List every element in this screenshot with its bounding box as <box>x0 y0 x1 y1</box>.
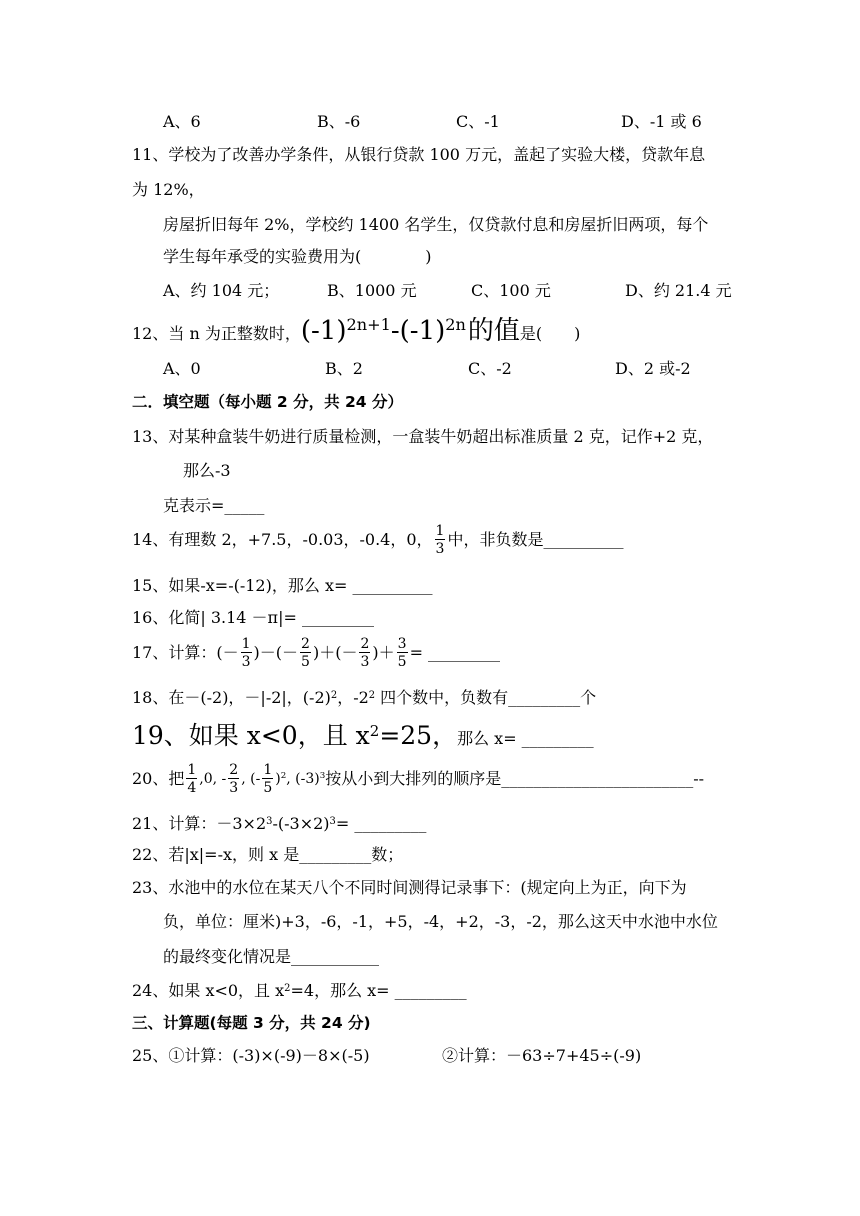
q20-f3-den: 5 <box>263 780 273 796</box>
q20-sup3: 2 <box>280 771 287 782</box>
q12-tail: 的值 <box>467 316 520 346</box>
q21-text1: 21、计算：－3×2 <box>132 814 267 833</box>
q16: 16、化简| 3.14 －π|= _________ <box>132 608 374 627</box>
q20-f1-den: 4 <box>187 780 197 796</box>
q18-text3: 四个数中，负数有_________个 <box>375 688 597 707</box>
q19-big1: 19、如果 x<0，且 x <box>132 721 370 750</box>
q20-mid4: , (-3) <box>286 771 320 787</box>
q20-frac2 <box>228 763 239 795</box>
q20-power-group <box>275 772 325 786</box>
q17-t1b: )－(－ <box>253 643 299 662</box>
q17-f4-num: 3 <box>397 636 407 652</box>
q17-prefix: 17、计算： <box>132 643 217 662</box>
q25-part2: ②计算：－63÷7+45÷(-9) <box>442 1046 642 1065</box>
q11-option-a: A、约 104 元； <box>163 281 280 300</box>
q20-f2-den: 3 <box>229 780 239 796</box>
q11-option-b: B、1000 元 <box>327 281 417 300</box>
q14 <box>132 524 623 556</box>
q12-expression <box>300 315 520 346</box>
q20-f2-num: 2 <box>229 762 239 778</box>
q17-frac4 <box>397 637 408 669</box>
q17-f4-den: 5 <box>397 654 407 670</box>
section2-title: 二．填空题（每小题 2 分，共 24 分） <box>132 393 403 411</box>
q11-line1: 11、学校为了改善办学条件，从银行贷款 100 万元，盖起了实验大楼，贷款年息 <box>132 145 706 164</box>
q20 <box>132 763 704 795</box>
q12-option-d: D、2 或-2 <box>615 359 691 378</box>
q25-part1: 25、①计算：(-3)×(-9)－8×(-5) <box>132 1046 370 1065</box>
q17-frac1 <box>241 637 252 669</box>
q17-f2-num: 2 <box>301 636 310 652</box>
q20-prefix: 20、把 <box>132 769 185 788</box>
q22: 22、若|x|=-x，则 x 是_________数； <box>132 845 404 864</box>
q14-suffix: 中，非负数是__________ <box>447 530 624 549</box>
q21-text2: -(-3×2) <box>272 814 330 833</box>
q11-line3: 房屋折旧每年 2%，学校约 1400 名学生，仅贷款付息和房屋折旧两项，每个 <box>163 215 709 234</box>
q12-suffix: 是( ) <box>519 324 581 343</box>
q24 <box>132 983 467 999</box>
q12-minus: - <box>390 316 400 346</box>
q17-end: = _________ <box>409 643 501 662</box>
q17-frac2 <box>300 637 311 669</box>
q20-frac1 <box>186 763 197 795</box>
q19 <box>132 723 594 748</box>
q21-text3: = _________ <box>335 814 427 833</box>
q12-exp2: 2n <box>445 315 466 335</box>
q17 <box>132 637 500 669</box>
q15: 15、如果-x=-(-12)，那么 x= __________ <box>132 576 433 595</box>
q14-frac-num: 1 <box>435 523 445 539</box>
q17-f1-den: 3 <box>241 654 251 670</box>
q17-t1a: (－ <box>216 643 239 662</box>
q20-suffix: 按从小到大排列的顺序是________________________-- <box>325 769 705 788</box>
q17-f1-num: 1 <box>241 636 251 652</box>
q14-fraction <box>435 524 446 556</box>
q20-mid2: , (- <box>241 771 261 787</box>
q23-line1: 23、水池中的水位在某天八个不同时间测得记录事下：(规定向上为正，向下为 <box>132 878 687 897</box>
q12-exp1: 2n+1 <box>346 315 391 335</box>
q13-line2: 那么-3 <box>183 461 231 480</box>
q24-sup: 2 <box>284 982 291 994</box>
q17-f3-num: 2 <box>360 636 370 652</box>
q11-option-c: C、100 元 <box>471 281 551 300</box>
q20-sup4: 3 <box>319 771 326 782</box>
q18-text2: ，-2 <box>337 688 369 707</box>
q17-f2-den: 5 <box>301 654 310 670</box>
q18-text1: 18、在－(-2)，－|-2|，(-2) <box>132 688 331 707</box>
q17-t2b: )＋(－ <box>312 643 358 662</box>
q24-text2: =4，那么 x= _________ <box>290 981 467 1000</box>
q12-base1: (-1) <box>300 316 347 346</box>
q23-line3: 的最终变化情况是___________ <box>163 947 380 966</box>
q12-prefix: 12、当 n 为正整数时， <box>132 324 301 343</box>
q13-line3: 克表示=_____ <box>163 496 265 515</box>
q14-frac-den: 3 <box>435 541 445 557</box>
q19-small: 那么 x= _________ <box>457 729 594 748</box>
q19-sup: 2 <box>369 721 380 740</box>
q21 <box>132 816 426 832</box>
q17-t3b: )＋ <box>372 643 395 662</box>
q12-option-c: C、-2 <box>468 359 512 378</box>
q18 <box>132 690 596 706</box>
q14-prefix: 14、有理数 2，+7.5，-0.03，-0.4，0， <box>132 530 433 549</box>
section3-title: 三、计算题(每题 3 分，共 24 分) <box>132 1014 371 1032</box>
q24-text1: 24、如果 x<0，且 x <box>132 981 285 1000</box>
q12-base2: (-1) <box>399 316 446 346</box>
q20-mid1: ,0, - <box>199 771 227 787</box>
q11-line4: 学生每年承受的实验费用为( ) <box>163 247 432 266</box>
q18-sup2: 2 <box>368 689 376 701</box>
q17-f3-den: 3 <box>360 654 370 670</box>
q20-mid3: ) <box>275 771 281 787</box>
q21-sup1: 3 <box>266 815 273 827</box>
q11-option-d: D、约 21.4 元 <box>625 281 732 300</box>
q12-option-a: A、0 <box>163 359 201 378</box>
q20-f1-num: 1 <box>187 762 197 778</box>
q10-option-c: C、-1 <box>456 112 500 131</box>
q10-option-d: D、-1 或 6 <box>621 112 702 131</box>
q19-big2: =25， <box>379 721 458 750</box>
q12-question <box>132 315 581 346</box>
q20-f3-num: 1 <box>263 762 273 778</box>
q10-option-a: A、6 <box>163 112 201 131</box>
q21-sup2: 3 <box>329 815 336 827</box>
q10-option-b: B、-6 <box>317 112 361 131</box>
q17-frac3 <box>359 637 370 669</box>
q12-option-b: B、2 <box>325 359 363 378</box>
q13-line1: 13、对某种盒装牛奶进行质量检测，一盒装牛奶超出标准质量 2 克，记作+2 克， <box>132 427 714 446</box>
q23-line2: 负，单位：厘米)+3，-6，-1，+5，-4，+2，-3，-2，那么这天中水池中水位 <box>163 912 718 931</box>
q11-line2: 为 12%， <box>132 180 205 199</box>
q20-frac3 <box>262 763 273 795</box>
q18-sup1: 2 <box>330 689 338 701</box>
